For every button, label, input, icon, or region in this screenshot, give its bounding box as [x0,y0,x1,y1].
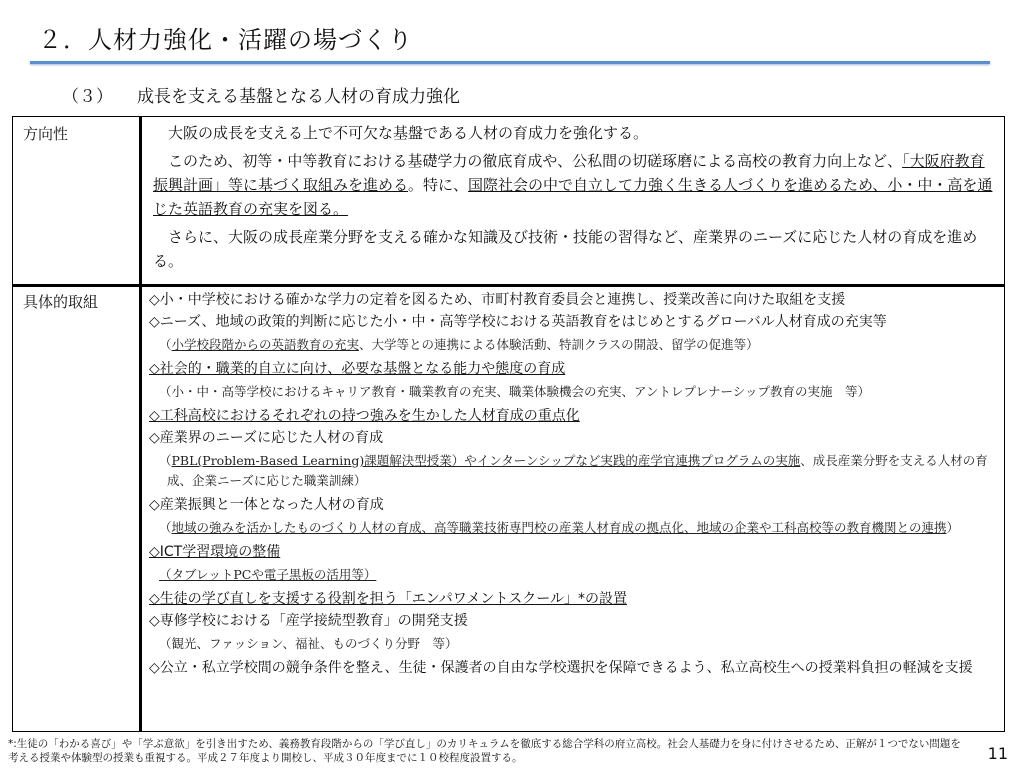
direction-paragraph-3: さらに、大阪の成長産業分野を支える確かな知識及び技術・技能の習得など、産業界のニーズに応じた人材の育成を進める。 [153,228,978,270]
direction-section [153,121,993,277]
title-divider [30,61,990,64]
detail-open-paren: （ [159,453,172,468]
action-item-6-detail [159,518,997,538]
direction-p2-underlined-english: 国際社会の中で自立して力強く生きる人づくりを進めるため、小・中・高を通じた英語教育の充実を図る。 [153,176,993,218]
action-item-9: ◇専修学校における「産学接続型教育」の開発支援 [149,613,468,629]
detail-close-paren: ） [946,520,960,535]
detail-open-paren: （ [159,337,172,352]
action-item-7: ◇ICT学習環境の整備 [149,544,281,560]
action-item-2: ◇ニーズ、地域の政策的判断に応じた小・中・高等学校における英語教育をはじめとするグローバル人材育成の充実等 [149,314,887,330]
action-item-5: ◇産業界のニーズに応じた人材の育成 [149,430,384,446]
action-item-4: ◇工科高校におけるそれぞれの持つ強みを生かした人材育成の重点化 [149,408,580,424]
action-item-1: ◇小・中学校における確かな学力の定着を図るため、市町村教育委員会と連携し、授業改善に向けた取組を支援 [149,292,846,308]
action-item-6: ◇産業振興と一体となった人材の育成 [149,497,384,513]
action-item-3-detail: （小・中・高等学校におけるキャリア教育・職業教育の充実、職業体験機会の充実、アントレプレナーシップ教育の実施 等） [159,384,871,399]
slide-title: ２．人材力強化・活躍の場づくり [38,26,413,54]
direction-paragraph-1: 大阪の成長を支える上で不可欠な基盤である人材の育成力を強化する。 [168,124,649,142]
page-number: 11 [987,744,1008,763]
subtitle-text: 成長を支える基盤となる人材の育成力強化 [137,87,460,107]
direction-p2-underlined-plan: 「大阪府教育振興計画」等に基づく取組みを進める [153,152,985,194]
direction-label: 方向性 [23,125,69,143]
column-divider [139,117,142,731]
detail-underlined: PBL(Problem-Based Learning)課題解決型授業）やインターンシップなど実践的産学官連携プログラムの実施 [171,453,801,468]
detail-underlined: 小学校段階からの英語教育の充実 [171,337,360,352]
detail-rest: 、成長産業分野を支える人材の育成、企業ニーズに応じた職業訓練） [167,453,988,488]
detail-rest: 、大学等との連携による体験活動、特訓クラスの開設、留学の促進等） [359,337,759,352]
action-item-10: ◇公立・私立学校間の競争条件を整え、生徒・保護者の自由な学校選択を保障できるよう、私立高校生への授業料負担の軽減を支援 [149,660,973,676]
row-divider [13,284,1004,287]
detail-open-paren: （ [159,520,172,535]
direction-p2-text-b: 。特に、 [408,176,469,194]
action-item-8: ◇生徒の学び直しを支援する役割を担う「エンパワメントスクール」*の設置 [149,591,627,607]
section-subtitle [62,82,460,107]
action-item-7-detail: （タブレットPCや電子黒板の活用等） [159,567,377,582]
direction-paragraph-2 [153,149,993,221]
action-item-3: ◇社会的・職業的自立に向け、必要な基盤となる能力や態度の育成 [149,361,566,377]
action-item-5-detail [159,451,997,491]
detail-underlined: 地域の強みを活かしたものづくり人材の育成、高等職業技術専門校の産業人材育成の拠点化、地域の企業や工科高校等の教育機関との連携 [171,520,947,535]
action-item-2-detail [159,335,997,355]
direction-p2-text-a: このため、初等・中等教育における基礎学力の徹底育成や、公私間の切磋琢磨による高校の教育力向上など、 [168,152,903,170]
actions-label: 具体的取組 [23,293,99,311]
actions-section [149,289,997,679]
policy-table [12,116,1005,732]
footnote: *:生徒の「わかる喜び」や「学ぶ意欲」を引き出すため、義務教育段階からの「学び直し」のカリキュラムを徹底する総合学科の府立高校。社会人基礎力を身に付けさせるため、正解が１つでない問題を考える授業や体験型の授業も重視する。平成２７年度より開校し、平成３０年度までに１０校程度設置する。 [8,738,961,764]
subtitle-number: （３） [62,87,113,107]
action-item-9-detail: （観光、ファッション、福祉、ものづくり分野 等） [159,636,458,651]
